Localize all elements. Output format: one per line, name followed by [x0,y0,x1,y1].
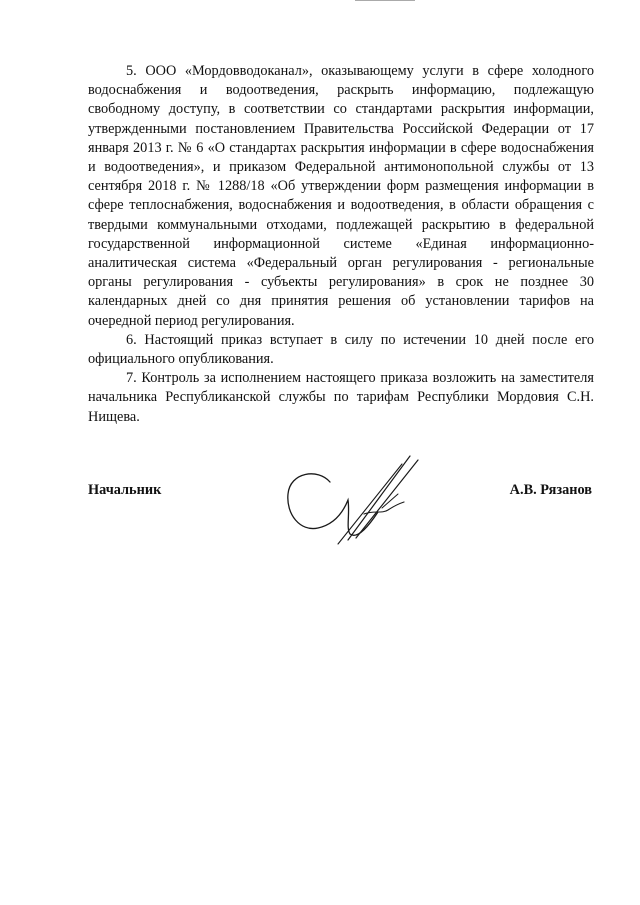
paragraph-7: 7. Контроль за исполнением настоящего приказа возложить на заместителя начальника Республиканской службы по тарифам Республики Мордовия С.Н. Нищева. [88,370,594,425]
document-body [88,62,594,427]
signatory-name: А.В. Рязанов [509,482,592,498]
signature-block [0,474,640,574]
paragraph-5: 5. ООО «Мордовводоканал», оказывающему услуги в сфере холодного водоснабжения и водоотведения, раскрыть информацию, подлежащую свободному доступу, в соответствии со стандартами раскрытия информации, утвержденными постановлением Правительства Российской Федерации от 17 января 2013 г. № 6 «О стандартах раскрытия информации в сфере водоснабжения и водоотведения», и приказом Федеральной антимонопольной службы от 13 сентября 2018 г. № 1288/18 «Об утверждении форм размещения информации в сфере теплоснабжения, водоснабжения и водоотведения, в области обращения с твердыми коммунальными отходами, подлежащей раскрытию в федеральной государственной информационной системе «Единая информационно-аналитическая система «Федеральный орган регулирования - региональные органы регулирования - субъекты регулирования» в срок не позднее 30 календарных дней со дня принятия решения об установлении тарифов на очередной период регулирования. [88,63,594,329]
page-top-mark [355,0,415,3]
signatory-title: Начальник [88,482,162,498]
paragraph-6: 6. Настоящий приказ вступает в силу по истечении 10 дней после его официального опубликования. [88,331,594,368]
handwritten-signature [278,454,438,564]
